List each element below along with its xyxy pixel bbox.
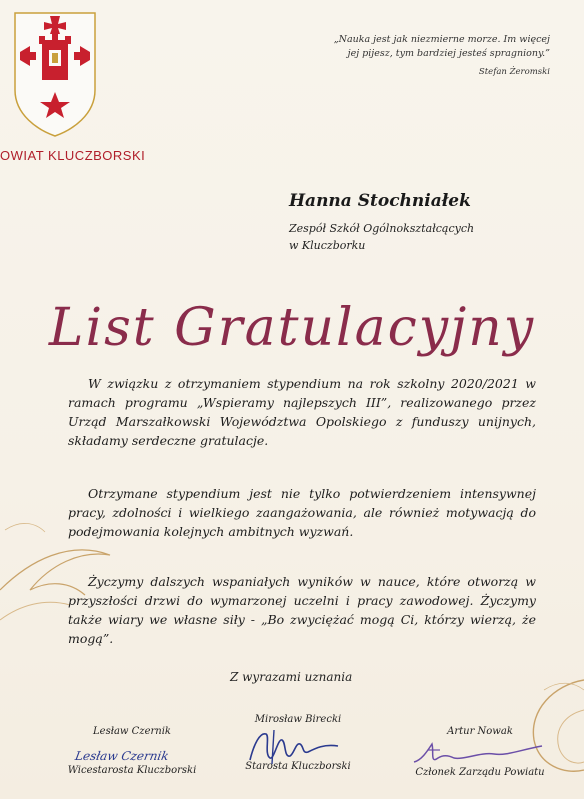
signatory-name: Lesław Czernik: [93, 726, 171, 737]
recipient-school: [289, 220, 474, 254]
handwritten-signature-1-text: Lesław Czernik: [73, 749, 170, 763]
handwritten-signature-3: [410, 736, 550, 770]
signatory-role: Wicestarosta Kluczborski: [67, 765, 197, 776]
body-paragraph-1: W związku z otrzymaniem stypendium na rok szkolny 2020/2021 w ramach programu „Wspieramy najlepszych III”, realizowanego przez Urząd Marszałkowski Województwa Opolskiego z funduszy unijnych, składamy serdeczne gratulacje.: [68, 376, 536, 448]
quote-line-2: jej pijesz, tym bardziej jesteś spragniony.”: [347, 48, 550, 59]
document-title: List Gratulacyjny: [48, 298, 536, 358]
recipient-name: Hanna Stochniałek: [289, 191, 471, 211]
signatory-role: Członek Zarządu Powiatu: [415, 767, 545, 778]
motto-quote: [290, 33, 550, 61]
handwritten-signature-2: [238, 724, 358, 768]
signatory-role: Starosta Kluczborski: [245, 761, 351, 772]
signature-block-1: [62, 726, 202, 776]
signatory-name: Artur Nowak: [447, 726, 513, 737]
quote-line-1: „Nauka jest jak niezmierne morze. Im więcej: [333, 34, 550, 45]
handwritten-signature-1: [62, 740, 202, 768]
organization-name: OWIAT KLUCZBORSKI: [0, 148, 146, 163]
signature-block-2: [228, 714, 368, 772]
school-line-2: w Kluczborku: [289, 239, 366, 252]
school-line-1: Zespół Szkół Ogólnokształcących: [289, 222, 475, 235]
body-paragraph-2: Otrzymane stypendium jest nie tylko potwierdzeniem intensywnej pracy, zdolności i wielkiego zaangażowania, ale również motywacją do podejmowania kolejnych ambitnych wyzwań.: [68, 486, 536, 539]
signature-block-3: [410, 726, 550, 778]
body-paragraph-3: Życzymy dalszych wspaniałych wyników w nauce, które otworzą w przyszłości drzwi do wymarzonej uczelni i pracy zawodowej. Życzymy także wiary we własne siły - „Bo zwyciężać mogą Ci, którzy wierzą, że mogą”.: [68, 574, 536, 646]
signatory-name: Mirosław Birecki: [254, 714, 342, 725]
coat-of-arms-emblem: [12, 10, 98, 138]
closing-phrase: Z wyrazami uznania: [230, 670, 353, 684]
quote-author: Stefan Żeromski: [478, 67, 550, 77]
